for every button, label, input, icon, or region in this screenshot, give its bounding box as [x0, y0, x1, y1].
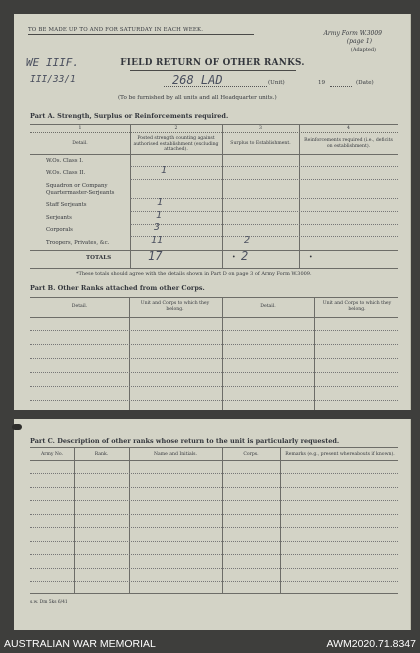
part-c-col-divider-3: [222, 447, 223, 593]
part-a-footnote: *These totals should agree with the details shown in Part D on page 3 of Army Form W.3009.: [76, 271, 312, 277]
row-label: Corporals: [46, 227, 73, 233]
margin-handwriting-1: WE IIIF.: [26, 56, 79, 69]
ruled-line: [30, 568, 398, 569]
row-posted-value: 1: [157, 197, 164, 208]
row-rule: [130, 179, 398, 180]
ruled-line: [30, 344, 398, 345]
totals-label: TOTALS: [86, 255, 112, 261]
part-c-col-divider-4: [280, 447, 281, 593]
date-label: (Date): [356, 80, 374, 86]
ruled-line: [30, 581, 398, 582]
ruled-line: [30, 330, 398, 331]
ruled-line: [30, 400, 398, 401]
row-surplus-value: 2: [244, 235, 251, 246]
part-c-col-divider-2: [129, 447, 130, 593]
row-label: Squadron or Company Quartermaster-Serjeants: [46, 183, 115, 196]
ruled-line: [30, 541, 398, 542]
totals-reinforcements-asterisk: •: [309, 254, 313, 261]
row-label: Serjeants: [46, 215, 72, 221]
part-a-totals-rule: [30, 250, 398, 251]
row-label: Staff Serjeants: [46, 202, 87, 208]
header-underline: [28, 34, 254, 35]
part-c-header-rule: [30, 460, 398, 461]
year-line: [330, 86, 352, 87]
tear-shadow: [12, 424, 22, 430]
header-note: TO BE MADE UP TO AND FOR SATURDAY IN EACH WEEK.: [28, 27, 204, 33]
year-prefix: 19: [318, 80, 326, 86]
part-c-header-name: Name and Initials.: [154, 452, 197, 457]
unit-label: (Unit): [268, 80, 285, 86]
unit-handwritten: 268 LAD: [172, 73, 223, 87]
part-b-header-detail-1: Detail.: [71, 304, 88, 309]
margin-handwriting-2: III/33/1: [30, 74, 76, 85]
part-a-colnum-3: 3: [259, 126, 262, 131]
part-b-header-rule: [30, 317, 398, 318]
totals-surplus-asterisk: •: [232, 254, 236, 261]
form-adapted: (Adapted): [350, 47, 376, 53]
part-b-header-unit-1: Unit and Corps to which they belong.: [140, 301, 210, 312]
row-rule: [130, 211, 398, 212]
part-b-header-unit-2: Unit and Corps to which they belong.: [322, 301, 392, 312]
part-b-header-detail-2: Detail.: [260, 304, 276, 309]
part-a-colnum-rule: [30, 132, 398, 133]
part-c-bottom-rule: [30, 593, 398, 594]
ruled-line: [30, 514, 398, 515]
row-rule: [130, 236, 398, 237]
row-label: W.Os. Class II.: [46, 170, 86, 176]
part-a-heading: Part A. Strength, Surplus or Reinforcements required.: [30, 112, 229, 120]
part-c-top-rule: [30, 447, 398, 448]
part-c-header-army-no: Army No.: [40, 452, 64, 457]
torn-paper-gap: [14, 410, 411, 419]
ruled-line: [30, 386, 398, 387]
ruled-line: [30, 487, 398, 488]
row-rule: [130, 198, 398, 199]
archive-reference: AWM2020.71.8347: [326, 638, 416, 650]
form-id: Army Form W.3009: [323, 30, 382, 37]
part-b-top-rule: [30, 297, 398, 298]
part-a-colnum-2: 2: [174, 126, 178, 131]
totals-surplus: 2: [241, 249, 249, 263]
part-c-header-remarks: Remarks (e.g., present whereabouts if known).: [285, 452, 395, 457]
ruled-line: [30, 473, 398, 474]
form-page-number: (page 1): [346, 38, 372, 45]
form-title: FIELD RETURN OF OTHER RANKS.: [120, 58, 305, 68]
row-posted-value: 1: [161, 165, 168, 176]
part-a-header-posted: Posted strength counting against authorised establishment (excluding attached).: [133, 136, 219, 153]
furnished-note: (To be furnished by all units and all Headquarter units.): [118, 95, 277, 101]
row-rule: [130, 166, 398, 167]
part-c-col-divider-1: [74, 447, 75, 593]
part-b-col-divider-2: [222, 297, 223, 415]
part-b-heading: Part B. Other Ranks attached from other Corps.: [30, 284, 205, 292]
row-rule: [130, 224, 398, 225]
ruled-line: [30, 554, 398, 555]
part-a-bottom-rule: [30, 268, 398, 269]
totals-posted: 17: [148, 249, 163, 263]
form-page: [14, 14, 411, 630]
row-posted-value: 1: [156, 210, 163, 221]
part-c-heading: Part C. Description of other ranks whose return to the unit is particularly requested.: [30, 437, 340, 445]
part-c-header-corps: Corps.: [243, 452, 259, 457]
ruled-line: [30, 500, 398, 501]
ruled-line: [30, 358, 398, 359]
unit-line: [164, 86, 267, 87]
printer-note: s.w. Dm 5ks 6/41: [30, 600, 68, 605]
part-a-header-rule: [30, 154, 398, 155]
part-a-header-surplus: Surplus to Establishment.: [230, 141, 291, 146]
part-b-col-divider-3: [314, 297, 315, 415]
part-a-col-divider-1: [130, 124, 131, 268]
row-label: W.Os. Class I.: [46, 158, 84, 164]
ruled-line: [30, 372, 398, 373]
part-a-colnum-1: 1: [78, 126, 82, 131]
part-a-top-rule: [30, 124, 398, 125]
archive-name: AUSTRALIAN WAR MEMORIAL: [4, 638, 156, 650]
row-posted-value: 11: [151, 235, 164, 246]
form-id-block: [324, 30, 382, 54]
part-c-header-rank: Rank.: [94, 452, 109, 457]
part-a-col-divider-3: [299, 124, 300, 268]
ruled-line: [30, 527, 398, 528]
row-label: Troopers, Privates, &c.: [46, 240, 110, 246]
row-posted-value: 3: [154, 222, 161, 233]
part-b-col-divider-1: [129, 297, 130, 415]
title-underline: [130, 70, 296, 71]
archive-footer: [0, 635, 420, 653]
part-a-header-detail: Detail.: [72, 141, 88, 146]
part-a-colnum-4: 4: [347, 126, 350, 131]
part-a-header-reinforcements: Reinforcements required (i.e., deficits on establishment).: [304, 138, 393, 149]
